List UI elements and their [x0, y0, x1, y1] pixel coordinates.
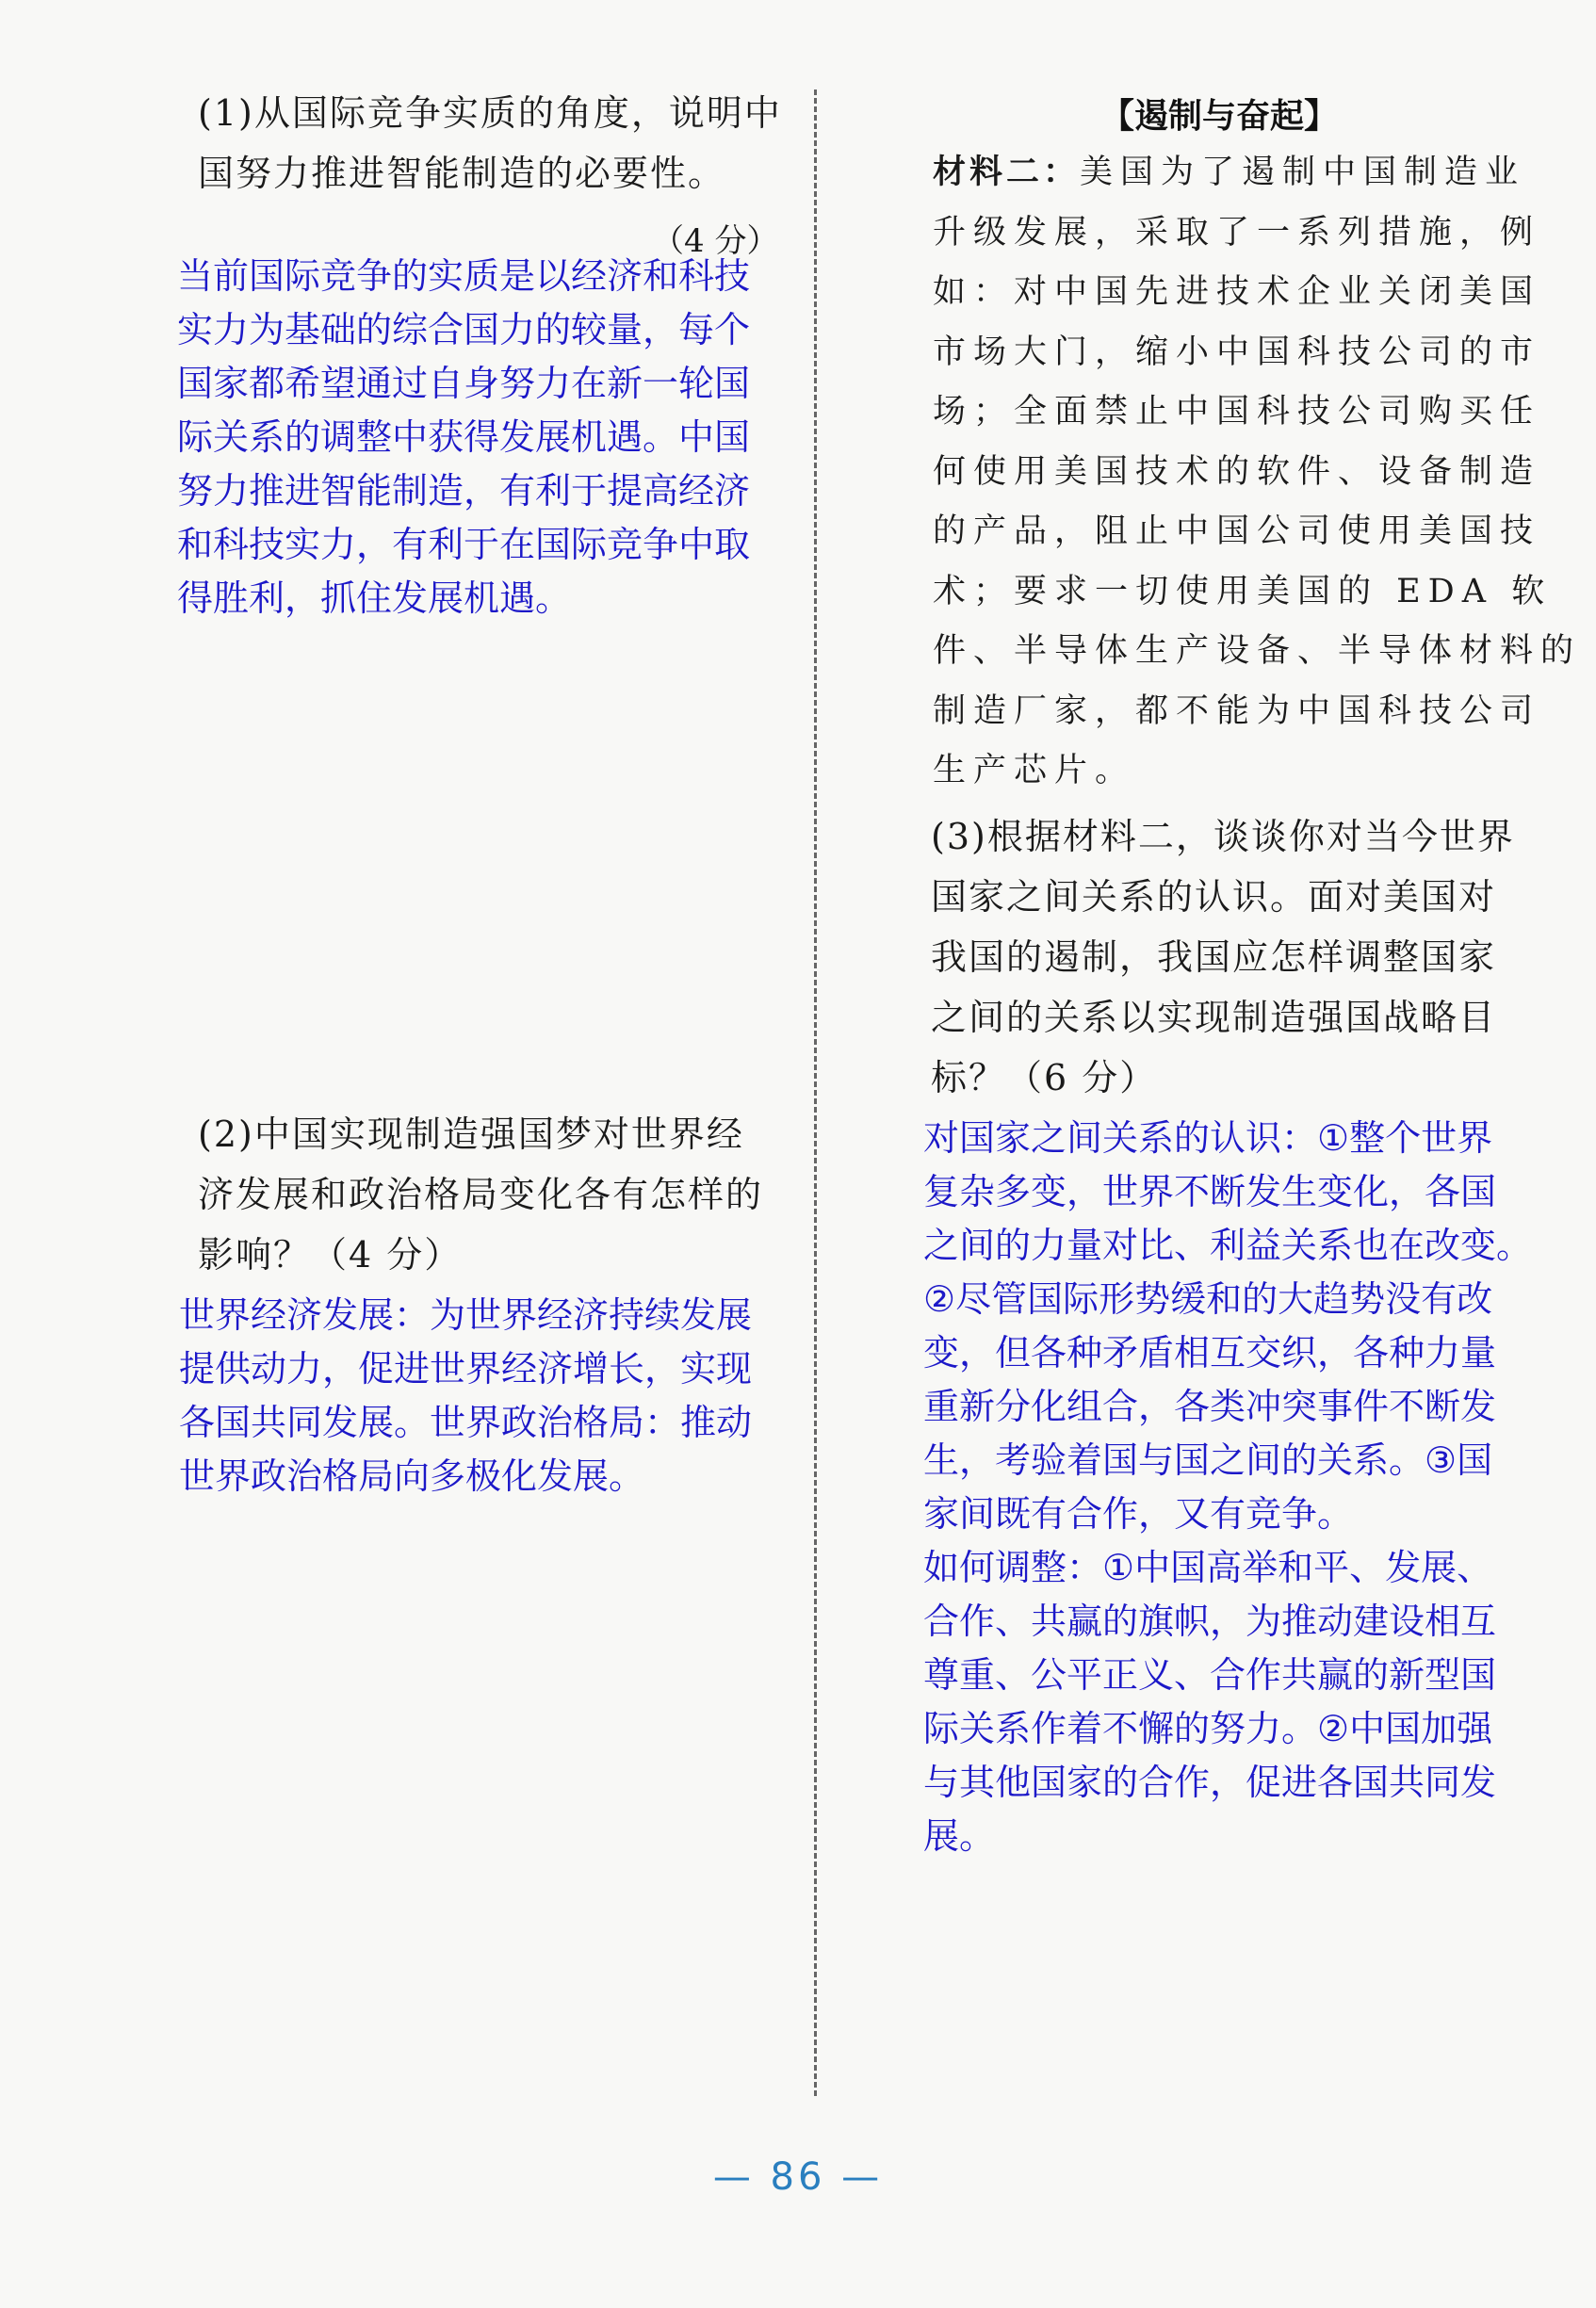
answer-2-line: 世界政治格局向多极化发展。 — [179, 1455, 645, 1497]
answer-1-line: 努力推进智能制造，有利于提高经济 — [177, 470, 751, 512]
material-line: 的产品，阻止中国公司使用美国技 — [933, 512, 1541, 550]
answer-3-line: 与其他国家的合作，促进各国共同发 — [923, 1762, 1497, 1803]
material-line: 术；要求一切使用美国的 EDA 软 — [933, 572, 1553, 610]
answer-3-line: 对国家之间关系的认识：①整个世界 — [923, 1117, 1493, 1159]
material-line: 如：对中国先进技术企业关闭美国 — [933, 273, 1541, 311]
question-3-line: 之间的关系以实现制造强国战略目 — [931, 997, 1497, 1038]
answer-3-line: 变，但各种矛盾相互交织，各种力量 — [923, 1332, 1497, 1373]
answer-2-line: 提供动力，促进世界经济增长，实现 — [179, 1348, 753, 1390]
question-3 — [931, 806, 1515, 1108]
material-line: 市场大门，缩小中国科技公司的市 — [933, 333, 1541, 371]
material-line: 制造厂家，都不能为中国科技公司 — [933, 691, 1541, 730]
column-divider — [814, 89, 817, 2096]
question-1-score: （4 分） — [652, 222, 779, 260]
material-line: 升级发展，采取了一系列措施，例 — [933, 213, 1541, 252]
question-3-line: 标？（6 分） — [931, 1057, 1158, 1098]
answer-3-line: 之间的力量对比、利益关系也在改变。 — [923, 1225, 1533, 1266]
material-line — [933, 143, 1581, 203]
material-label: 材料二： — [933, 154, 1081, 191]
material-line: 何使用美国技术的软件、设备制造 — [933, 452, 1541, 491]
answer-1 — [177, 250, 750, 626]
question-2-line: 影响？（4 分） — [198, 1234, 463, 1276]
question-2-line: (2)中国实现制造强国梦对世界经 — [198, 1113, 744, 1155]
page-number: — 86 — — [712, 2155, 884, 2199]
answer-2-line: 世界经济发展：为世界经济持续发展 — [179, 1294, 753, 1336]
answer-3-line: 尊重、公平正义、合作共赢的新型国 — [923, 1654, 1497, 1696]
answer-3-line: 家间既有合作，又有竞争。 — [923, 1493, 1354, 1535]
answer-2-line: 各国共同发展。世界政治格局：推动 — [179, 1402, 753, 1443]
section-heading: 【遏制与奋起】 — [1100, 97, 1339, 136]
answer-3-line: 际关系作着不懈的努力。②中国加强 — [923, 1708, 1493, 1749]
answer-2 — [179, 1289, 752, 1503]
question-2-line: 济发展和政治格局变化各有怎样的 — [198, 1174, 764, 1215]
answer-3-line: 展。 — [923, 1815, 996, 1857]
question-3-line: (3)根据材料二，谈谈你对当今世界 — [931, 816, 1515, 857]
answer-3-line: 复杂多变，世界不断发生变化，各国 — [923, 1171, 1497, 1212]
answer-3-line: 生，考验着国与国之间的关系。③国 — [923, 1439, 1493, 1481]
answer-3-line: ②尽管国际形势缓和的大趋势没有改 — [923, 1278, 1493, 1320]
answer-3-line: 如何调整：①中国高举和平、发展、 — [923, 1547, 1493, 1588]
answer-1-line: 际关系的调整中获得发展机遇。中国 — [177, 416, 751, 458]
material-line: 生产芯片。 — [933, 752, 1136, 789]
answer-3 — [923, 1112, 1532, 1863]
material-line: 场；全面禁止中国科技公司购买任 — [933, 393, 1541, 431]
question-1-line: (1)从国际竞争实质的角度，说明中 — [198, 92, 782, 134]
question-3-line: 我国的遏制，我国应怎样调整国家 — [931, 936, 1497, 978]
material-text: 美国为了遏制中国制造业 — [1080, 154, 1526, 191]
answer-1-line: 得胜利，抓住发展机遇。 — [177, 577, 572, 619]
question-1-line: 国努力推进智能制造的必要性。 — [198, 153, 726, 194]
question-2 — [198, 1104, 763, 1285]
answer-3-line: 重新分化组合，各类冲突事件不断发 — [923, 1386, 1497, 1427]
answer-1-line: 和科技实力，有利于在国际竞争中取 — [177, 524, 751, 565]
answer-3-line: 合作、共赢的旗帜，为推动建设相互 — [923, 1601, 1497, 1642]
answer-1-line: 实力为基础的综合国力的较量，每个 — [177, 309, 751, 350]
answer-1-line: 当前国际竞争的实质是以经济和科技 — [177, 255, 751, 297]
question-3-line: 国家之间关系的认识。面对美国对 — [931, 876, 1497, 918]
material-line: 件、半导体生产设备、半导体材料的 — [933, 632, 1582, 670]
question-1 — [198, 83, 782, 203]
answer-1-line: 国家都希望通过自身努力在新一轮国 — [177, 363, 751, 404]
material-two — [933, 143, 1581, 802]
